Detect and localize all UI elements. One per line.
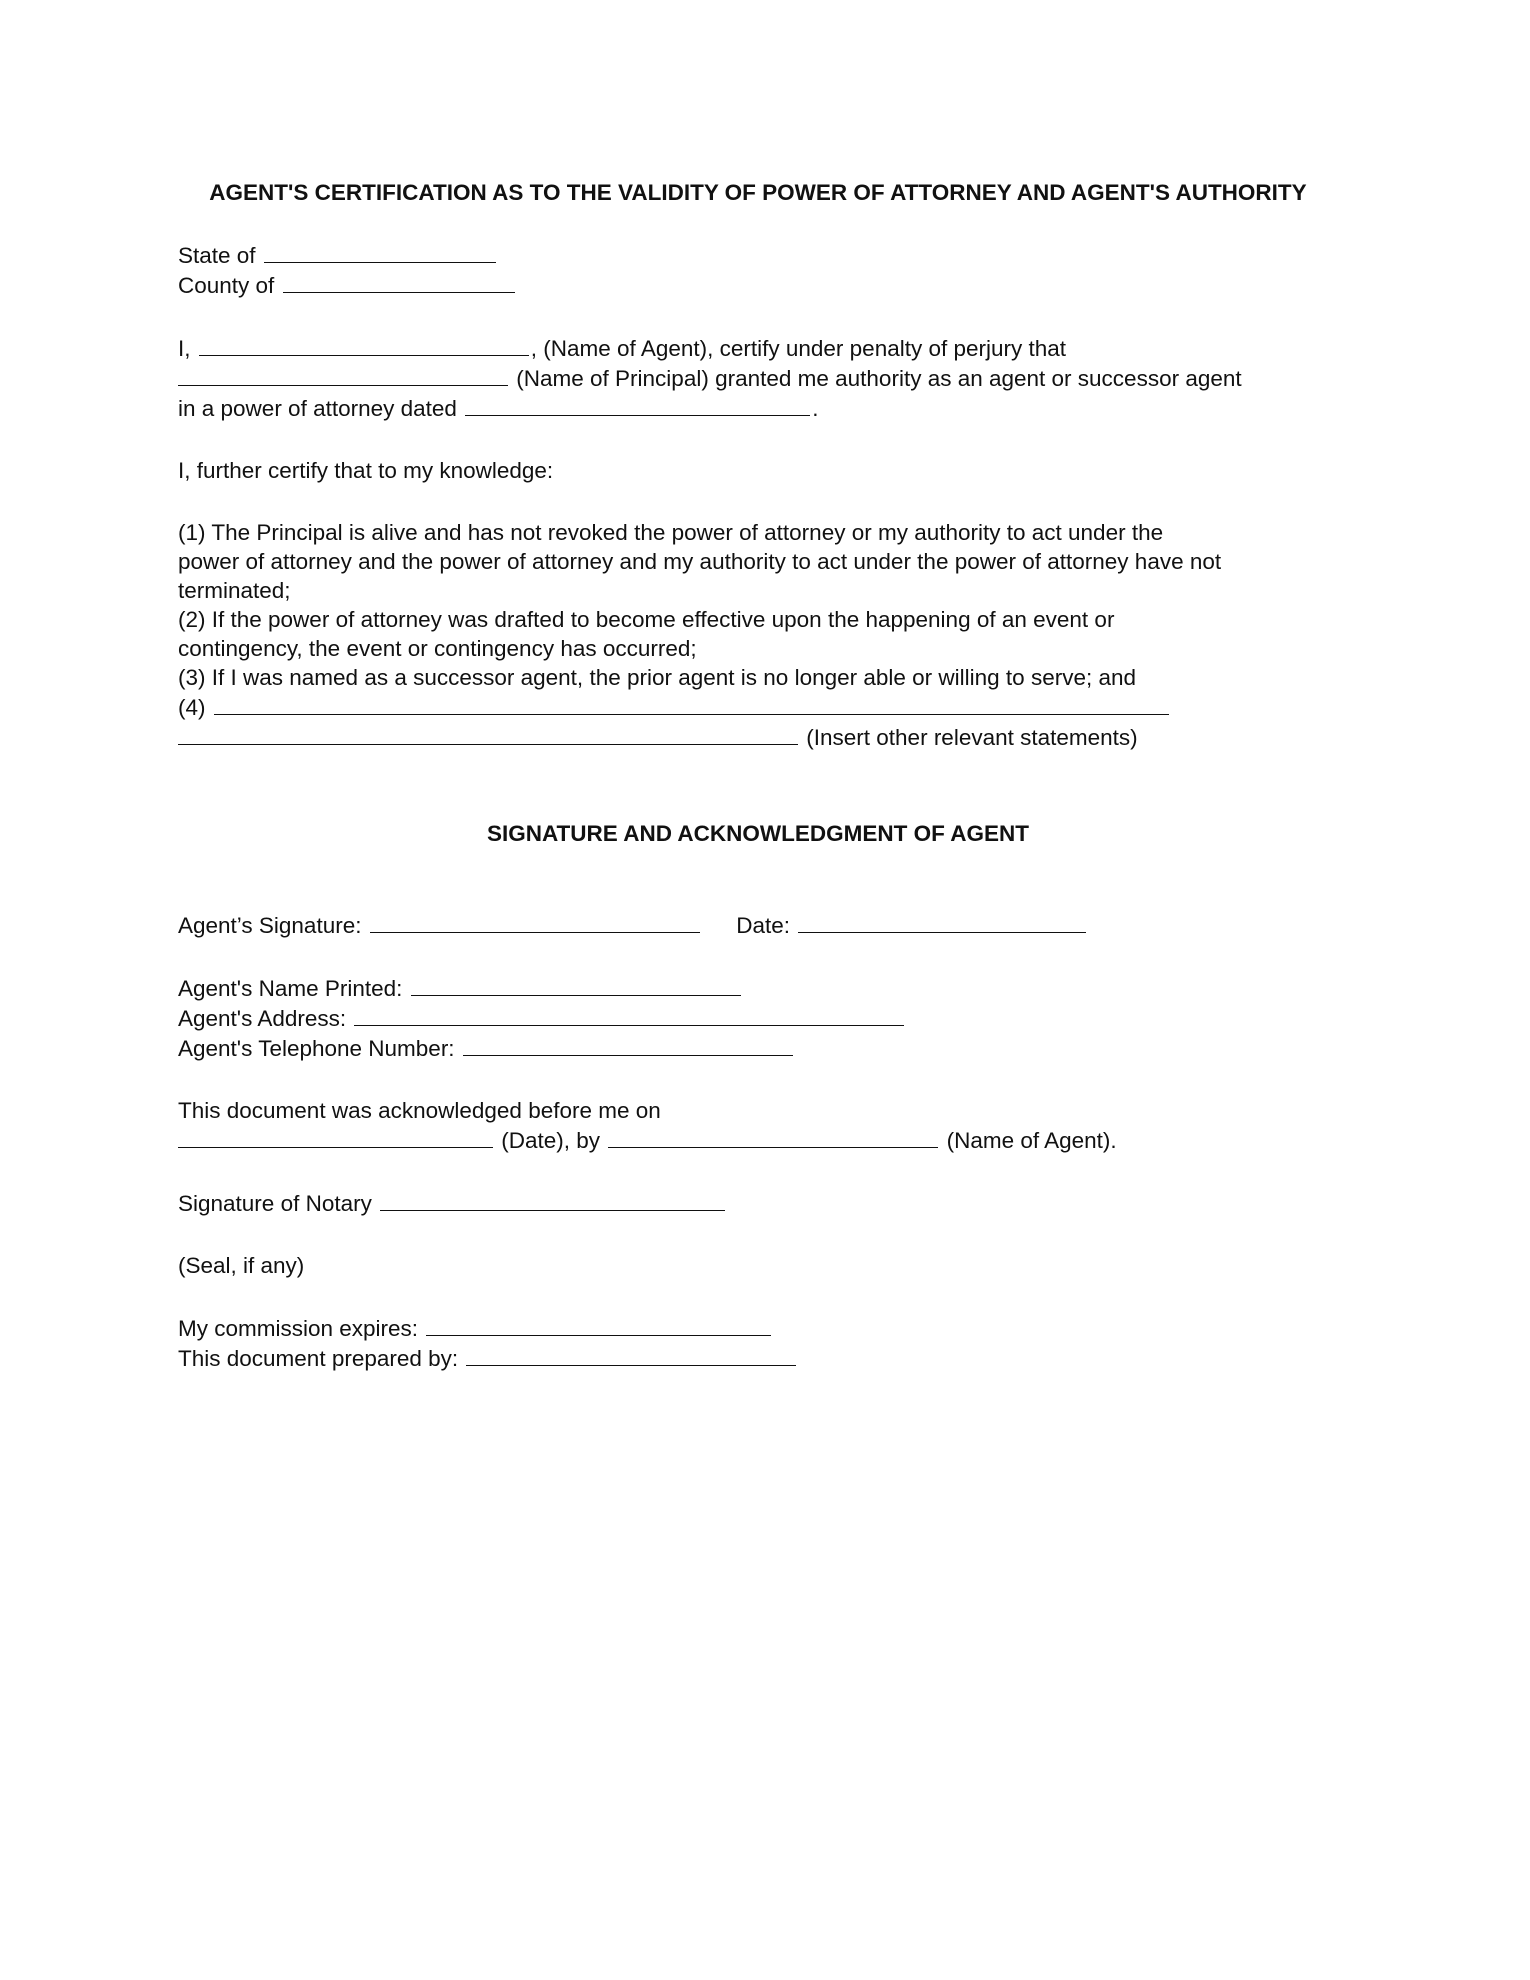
agent-address-blank[interactable]: [354, 1003, 904, 1026]
county-line: [178, 270, 1353, 300]
statement-4-blank-b[interactable]: [178, 722, 798, 745]
statement-2-line-b: contingency, the event or contingency has occurred;: [178, 636, 697, 661]
statement-3: (3) If I was named as a successor agent, the prior agent is no longer able or willing to serve; and: [178, 665, 1137, 690]
agent-address-line: [178, 1003, 1353, 1033]
poa-date-blank[interactable]: [465, 393, 810, 416]
principal-suffix: (Name of Principal) granted me authority as an agent or successor agent: [516, 366, 1242, 391]
statement-4-suffix: (Insert other relevant statements): [806, 725, 1138, 750]
statement-4-line-b: [178, 722, 1353, 752]
statement-1-line-b: power of attorney and the power of attorney and my authority to act under the power of attorney have not: [178, 549, 1222, 574]
dated-prefix: in a power of attorney dated: [178, 396, 457, 421]
notary-signature-line: [178, 1188, 1353, 1218]
prepared-by-blank[interactable]: [466, 1343, 796, 1366]
principal-line: [178, 363, 1353, 393]
principal-name-blank[interactable]: [178, 363, 508, 386]
statement-1-line-a: (1) The Principal is alive and has not revoked the power of attorney or my authority to act under the: [178, 520, 1164, 545]
statement-4-line-a: [178, 692, 1353, 722]
ack-agent-suffix: (Name of Agent).: [946, 1128, 1117, 1153]
signature-section-title: SIGNATURE AND ACKNOWLEDGMENT OF AGENT: [486, 821, 1030, 846]
prepared-by-label: This document prepared by:: [178, 1346, 459, 1371]
dated-line: [178, 393, 1353, 423]
commission-expires-blank[interactable]: [426, 1313, 771, 1336]
agent-name-printed-label: Agent's Name Printed:: [178, 976, 403, 1001]
date-label: Date:: [736, 913, 791, 938]
agent-signature-blank[interactable]: [370, 910, 700, 933]
dated-suffix: .: [812, 396, 819, 421]
agent-name-blank[interactable]: [199, 333, 529, 356]
agent-name-printed-blank[interactable]: [411, 973, 741, 996]
agent-address-label: Agent's Address:: [178, 1006, 347, 1031]
state-line: [178, 240, 1353, 270]
ack-agent-name-blank[interactable]: [608, 1125, 938, 1148]
ack-date-blank[interactable]: [178, 1125, 493, 1148]
agent-phone-blank[interactable]: [463, 1033, 793, 1056]
commission-expires-label: My commission expires:: [178, 1316, 419, 1341]
state-blank[interactable]: [264, 240, 496, 263]
ack-date-suffix: (Date), by: [501, 1128, 601, 1153]
i-prefix: I,: [178, 336, 191, 361]
document-body: [178, 178, 1353, 1373]
notary-signature-blank[interactable]: [380, 1188, 725, 1211]
acknowledgment-line-1: This document was acknowledged before me on: [178, 1098, 661, 1123]
statement-2-line-a: (2) If the power of attorney was drafted to become effective upon the happening of an event or: [178, 607, 1115, 632]
county-blank[interactable]: [283, 270, 515, 293]
agent-certify-line: [178, 333, 1353, 363]
signature-date-blank[interactable]: [798, 910, 1086, 933]
agent-phone-line: [178, 1033, 1353, 1063]
commission-expires-line: [178, 1313, 1353, 1343]
notary-signature-label: Signature of Notary: [178, 1191, 372, 1216]
statement-4-prefix: (4): [178, 695, 206, 720]
statement-1-line-c: terminated;: [178, 578, 291, 603]
agent-name-printed-line: [178, 973, 1353, 1003]
statement-4-blank-a[interactable]: [214, 692, 1169, 715]
agent-suffix: , (Name of Agent), certify under penalty of perjury that: [530, 336, 1067, 361]
document-title: AGENT'S CERTIFICATION AS TO THE VALIDITY OF POWER OF ATTORNEY AND AGENT'S AUTHORITY: [209, 180, 1307, 205]
state-label: State of: [178, 243, 256, 268]
acknowledgment-line-2: [178, 1125, 1353, 1155]
further-certify: I, further certify that to my knowledge:: [178, 458, 554, 483]
agent-signature-label: Agent’s Signature:: [178, 913, 362, 938]
county-label: County of: [178, 273, 275, 298]
seal-text: (Seal, if any): [178, 1253, 305, 1278]
prepared-by-line: [178, 1343, 1353, 1373]
agent-phone-label: Agent's Telephone Number:: [178, 1036, 455, 1061]
agent-signature-line: [178, 910, 1353, 940]
